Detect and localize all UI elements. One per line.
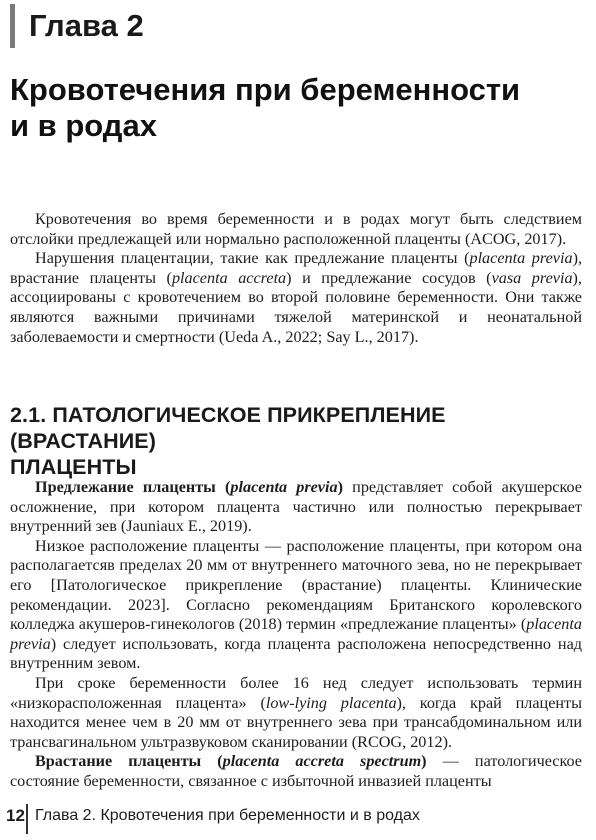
section-heading-line-1: 2.1. ПАТОЛОГИЧЕСКОЕ ПРИКРЕПЛЕНИЕ (ВРАСТАНИЕ) <box>10 403 446 453</box>
section-paragraph-2: Низкое расположение плаценты — расположение плаценты, при котором она располагаетсяв пределах 20 мм от внутреннего маточного зева, но не перекрывает его [Патологическое прикрепление (врастание) плаценты. Клинические рекомендации. 2023]. Согласно рекомендациям Британского королевского колледжа акушеров-гинекологов (2018) термин «предлежание плаценты» (placenta previa) следует использовать, когда плацента расположена непосредственно над внутренним зевом. <box>10 536 582 673</box>
chapter-title <box>10 72 580 144</box>
section-text <box>10 478 582 792</box>
section-paragraph-1: Предлежание плаценты (placenta previa) представляет собой акушерское осложнение, при котором плацента частично или полностью перекрывает внутренний зев (Jauniaux E., 2019). <box>10 478 582 536</box>
page-number: 12 <box>6 806 25 825</box>
section-paragraph-4: Врастание плаценты (placenta accreta spectrum) — патологическое состояние беременности, связанное с избыточной инвазией плаценты <box>10 752 582 790</box>
bold-term: Предлежание плаценты (placenta previa) <box>35 478 343 496</box>
section-paragraph-3: При сроке беременности более 16 нед следует использовать термин «низкорасположенная плацента» (low-lying placenta), когда край плаценты находится менее чем в 20 мм от внутреннего зева при трансабдоминальном или трансвагинальном ультразвуковом сканировании (RCOG, 2012). <box>10 673 582 751</box>
page-footer <box>0 796 596 836</box>
chapter-title-line-2: и в родах <box>10 108 157 143</box>
term-placenta-previa: placenta previa <box>469 249 573 268</box>
term-placenta-accreta: placenta accreta <box>171 268 287 287</box>
section-heading-line-2: ПЛАЦЕНТЫ <box>10 455 137 479</box>
chapter-title-line-1: Кровотечения при беременности <box>10 72 521 107</box>
intro-paragraph-1: Кровотечения во время беременности и в родах могут быть следствием отслойки предлежащей или нормально расположенной плаценты (ACOG, 2017). <box>10 210 582 248</box>
term-vasa-previa: vasa previa <box>491 268 573 287</box>
section-heading <box>10 402 582 480</box>
intro-text <box>10 210 582 347</box>
chapter-label: Глава 2 <box>10 4 144 48</box>
intro-paragraph-2: Нарушения плацентации, такие как предлежание плаценты (placenta previa), врастание плаценты (placenta accreta) и предлежание сосудов (vasa previa), ассоциированы с кровотечением во второй половине беременности. Они также являются важными причинами тяжелой материнской и неонатальной заболеваемости и смертности (Ueda A., 2022; Say L., 2017). <box>10 249 582 346</box>
footer-divider <box>26 804 28 834</box>
running-title: Глава 2. Кровотечения при беременности и в родах <box>35 807 420 824</box>
bold-term: Врастание плаценты (placenta accreta spectrum) <box>35 752 427 771</box>
